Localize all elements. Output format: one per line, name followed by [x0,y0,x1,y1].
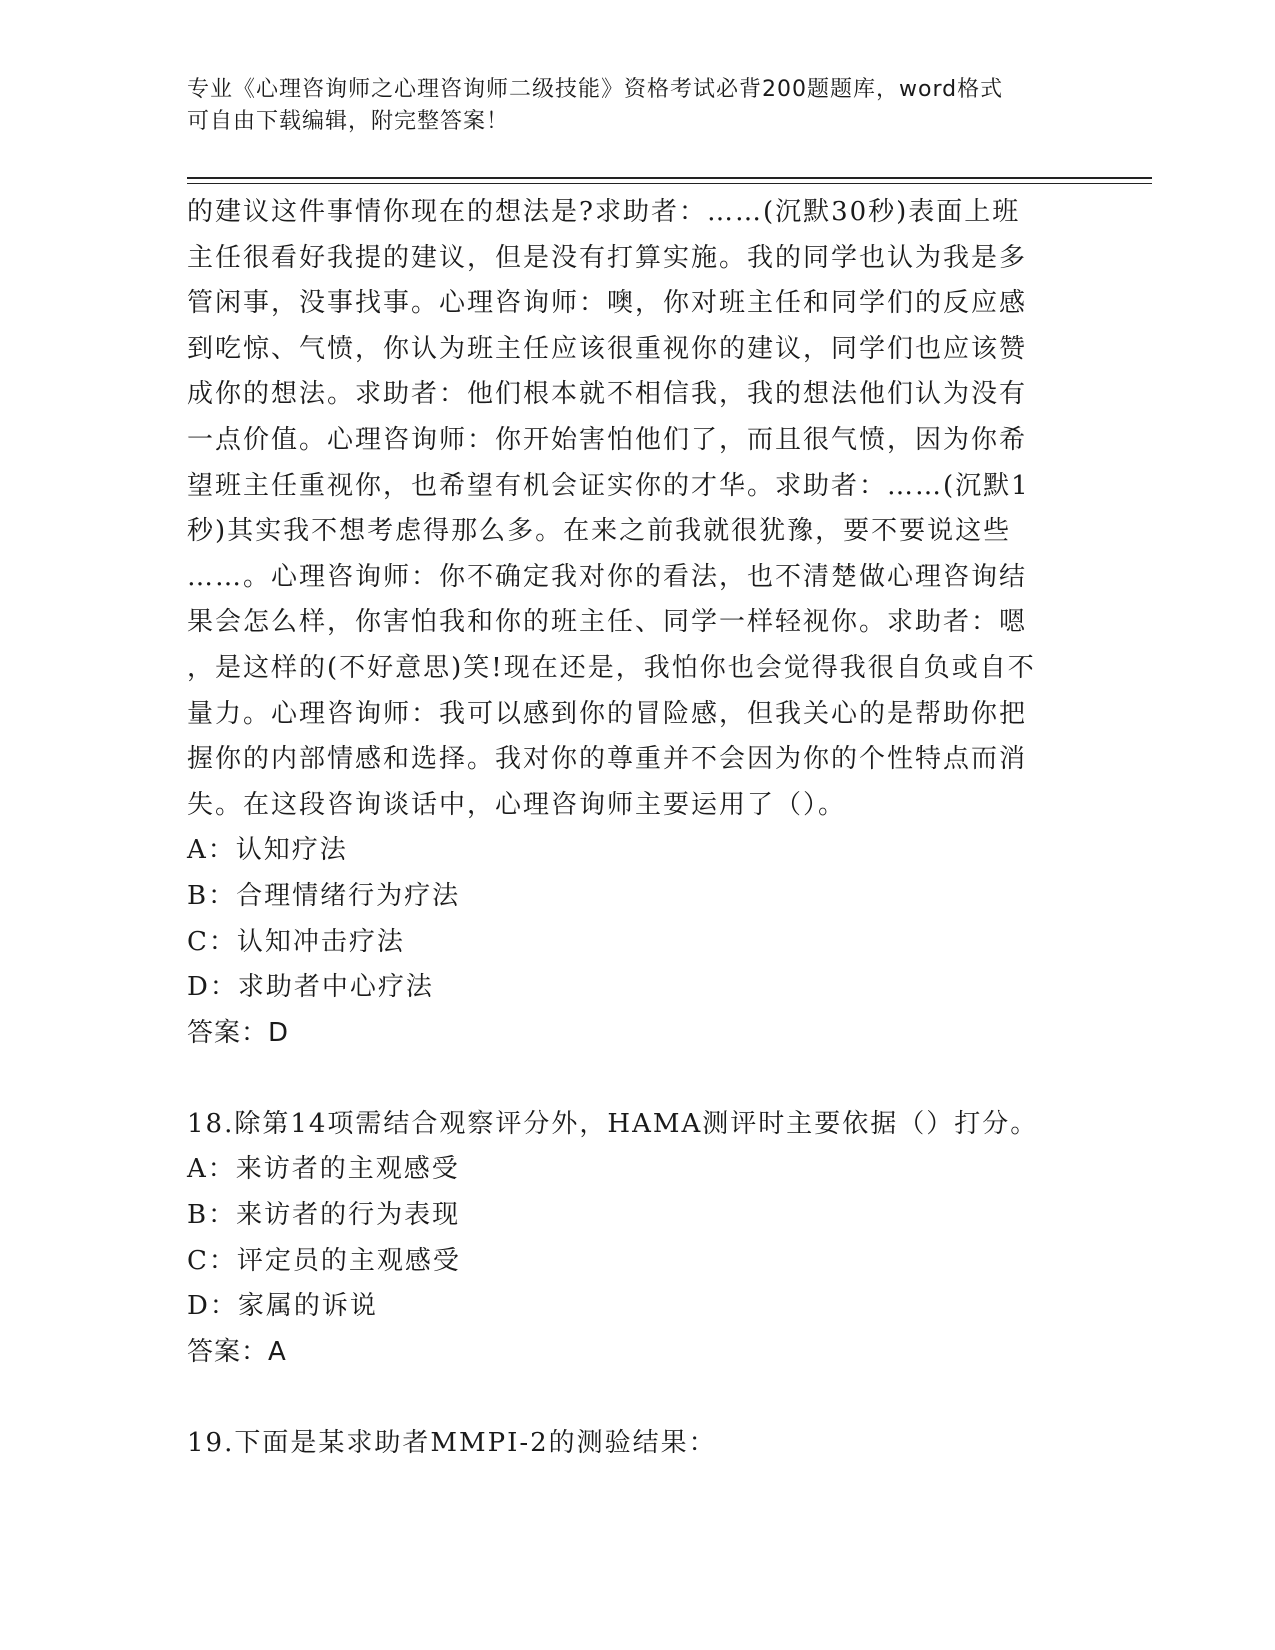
question-19-block [187,1421,1087,1467]
question-text-line: 失。在这段咨询谈话中，心理咨询师主要运用了（）。 [187,789,847,820]
question-text-line: 主任很看好我提的建议，但是没有打算实施。我的同学也认为我是多 [187,242,1028,273]
question-text-line: 望班主任重视你，也希望有机会证实你的才华。求助者：……(沉默1 [187,470,1030,501]
question-text-line: 管闲事，没事找事。心理咨询师：噢，你对班主任和同学们的反应感 [187,288,1028,319]
question-text-line: 握你的内部情感和选择。我对你的尊重并不会因为你的个性特点而消 [187,744,1028,775]
question-text-line: 果会怎么样，你害怕我和你的班主任、同学一样轻视你。求助者：嗯 [187,607,1028,638]
question-text-line: 的建议这件事情你现在的想法是?求助者：……(沉默30秒)表面上班 [187,197,1021,227]
option-d: D：求助者中心疗法 [187,972,434,1003]
question-spacer [187,1056,1087,1102]
document-body [187,190,1087,1467]
answer-label: 答案：D [187,1017,290,1048]
question-text-line: 成你的想法。求助者：他们根本就不相信我，我的想法他们认为没有 [187,379,1028,410]
option-b: B：来访者的行为表现 [187,1200,461,1231]
option-d: D：家属的诉说 [187,1291,378,1322]
question-text-line: 到吃惊、气愤，你认为班主任应该很重视你的建议，同学们也应该赞 [187,333,1028,364]
question-stem: 18.除第14项需结合观察评分外，HAMA测评时主要依据（）打分。 [187,1108,1039,1139]
question-17-block [187,190,1087,1056]
option-a: A：认知疗法 [187,835,348,866]
header-rule-thick [187,177,1152,179]
question-text-line: 一点价值。心理咨询师：你开始害怕他们了，而且很气愤，因为你希 [187,424,1028,455]
question-text-line: ，是这样的(不好意思)笑!现在还是，我怕你也会觉得我很自负或自不 [187,652,1036,683]
question-18-block [187,1102,1087,1376]
question-text-line: 秒)其实我不想考虑得那么多。在来之前我就很犹豫，要不要说这些 [187,516,1012,547]
header-rule-thin [187,183,1152,184]
question-text-line: ……。心理咨询师：你不确定我对你的看法，也不清楚做心理咨询结 [187,561,1028,592]
question-text-line: 量力。心理咨询师：我可以感到你的冒险感，但我关心的是帮助你把 [187,698,1028,729]
option-c: C：评定员的主观感受 [187,1245,461,1276]
document-header [187,74,1067,138]
option-b: B：合理情绪行为疗法 [187,880,461,911]
header-title-line-1: 专业《心理咨询师之心理咨询师二级技能》资格考试必背200题题库，word格式 [187,77,1004,102]
option-c: C：认知冲击疗法 [187,926,405,957]
question-stem: 19.下面是某求助者MMPI-2的测验结果： [187,1428,717,1459]
answer-label: 答案：A [187,1336,287,1367]
question-spacer [187,1375,1087,1421]
option-a: A：来访者的主观感受 [187,1154,460,1185]
header-title-line-2: 可自由下载编辑，附完整答案！ [187,109,510,134]
